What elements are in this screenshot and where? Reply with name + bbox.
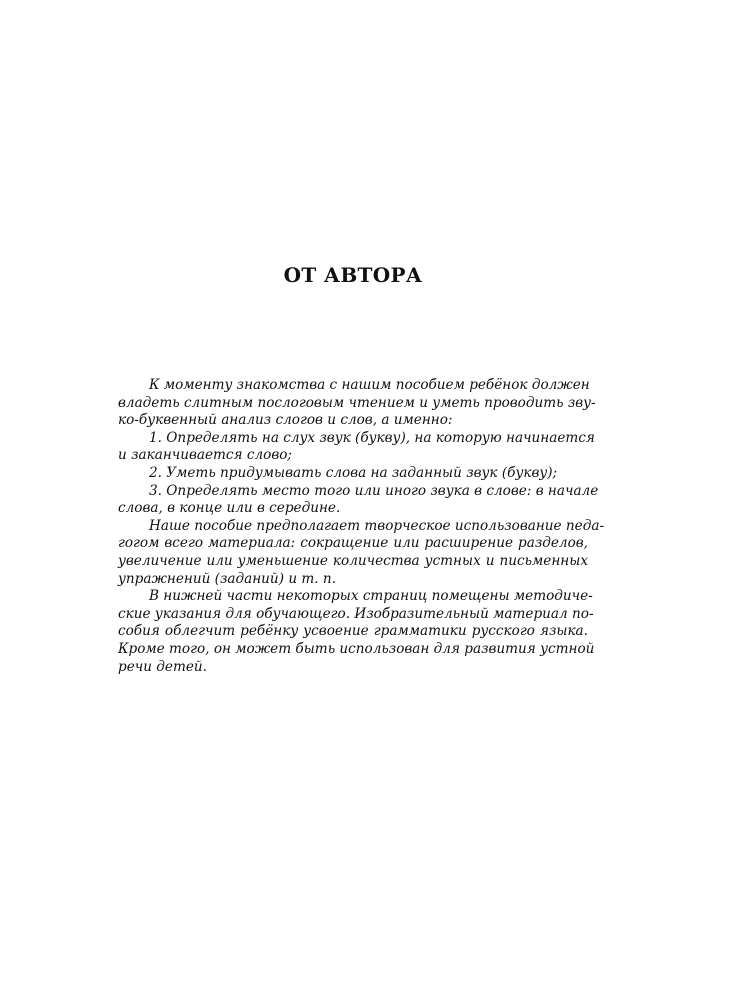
text-line: и заканчивается слово; [118,447,292,464]
text-line: В нижней части некоторых страниц помещены методиче- [149,588,593,605]
text-line: речи детей. [118,658,207,675]
text-line: К моменту знакомства с нашим пособием ребёнок должен [149,377,590,393]
page-title: ОТ АВТОРА [283,263,423,287]
text-line: 1. Определять на слух звук (букву), на которую начинается [149,429,595,446]
text-line: 3. Определять место того или иного звука в слове: в начале [149,482,599,499]
text-line: ские указания для обучающего. Изобразительный материал по- [118,605,594,622]
text-line: гогом всего материала: сокращение или расширение разделов, [118,535,588,552]
text-line: Наше пособие предполагает творческое использование педа- [149,517,605,534]
body-text [118,377,605,676]
text-line: Кроме того, он может быть использован для развития устной [118,640,595,657]
text-line: 2. Уметь придумывать слова на заданный звук (букву); [149,464,558,481]
text-line: увеличение или уменьшение количества устных и письменных [118,552,588,569]
text-line: ко-буквенный анализ слогов и слов, а именно: [118,412,453,429]
text-line: упражнений (заданий) и т. п. [118,570,336,587]
text-line: собия облегчит ребёнку усвоение грамматики русского языка. [118,623,588,640]
text-line: слова, в конце или в середине. [118,500,341,517]
text-line: владеть слитным послоговым чтением и уметь проводить зву- [118,394,596,411]
